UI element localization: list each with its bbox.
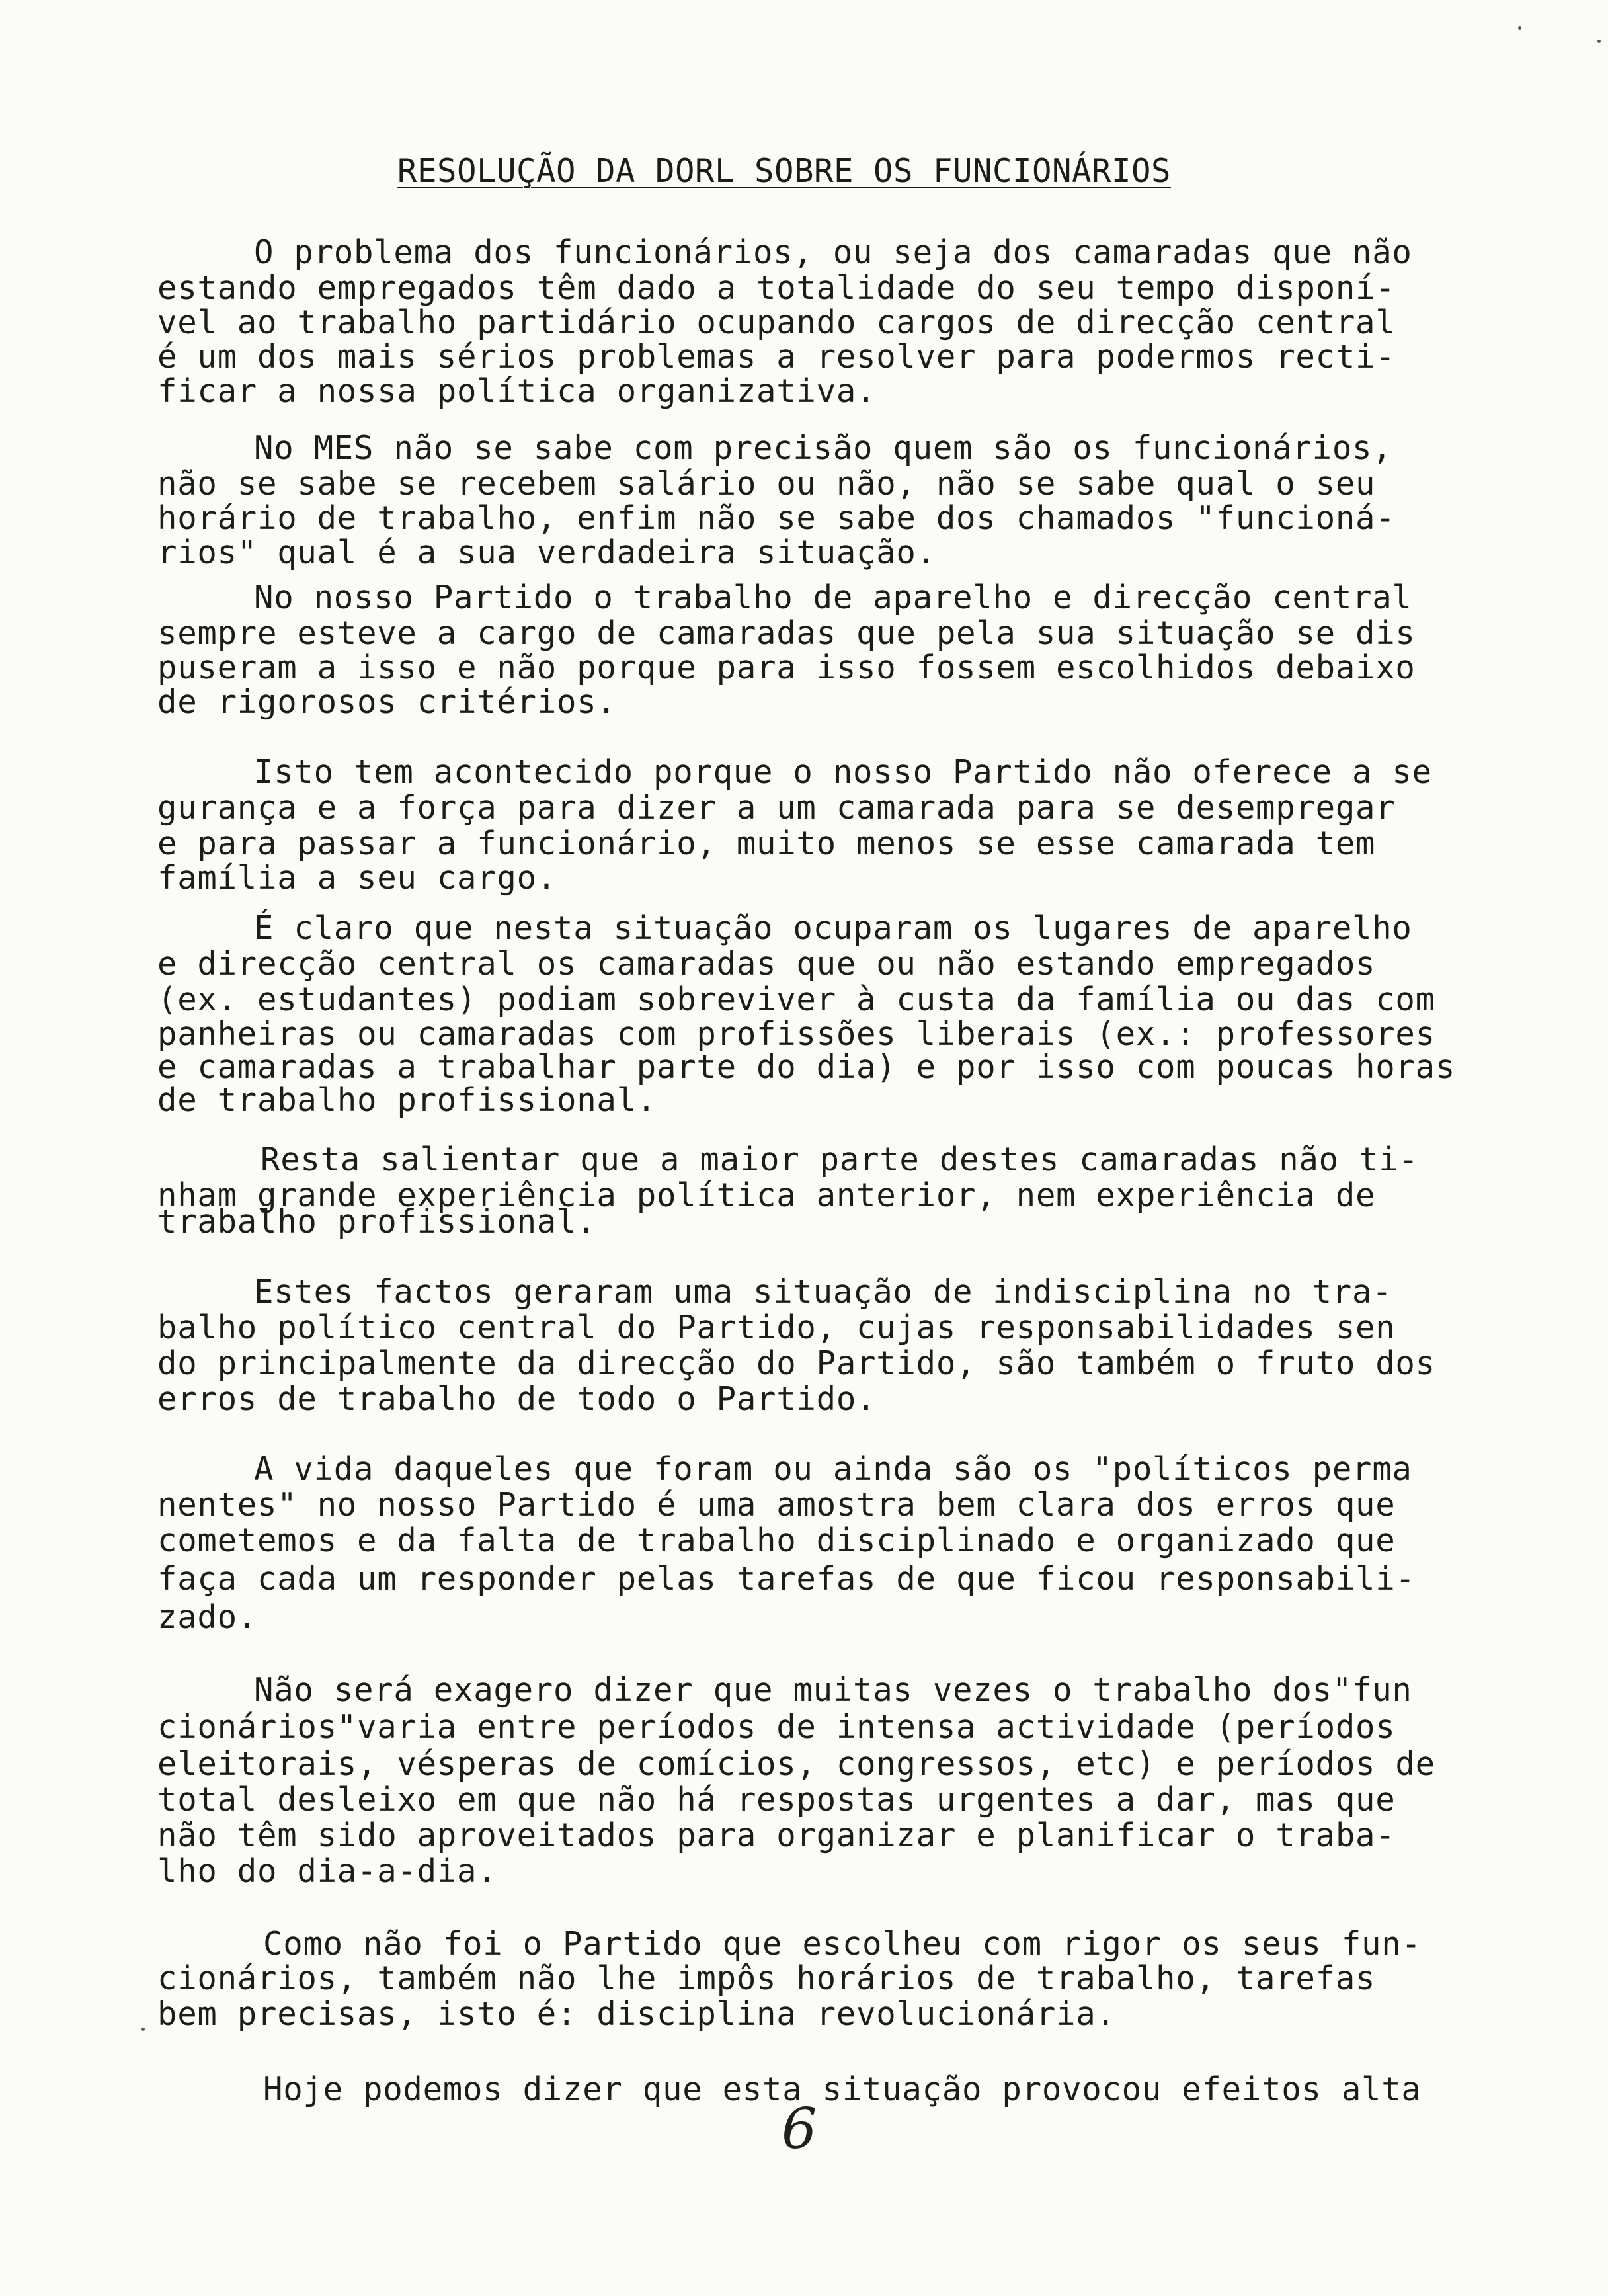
text-line: eleitorais, vésperas de comícios, congressos, etc) e períodos de <box>157 1745 1435 1783</box>
text-line: família a seu cargo. <box>157 859 557 897</box>
text-line: No MES não se sabe com precisão quem são os funcionários, <box>254 429 1392 467</box>
text-line: horário de trabalho, enfim não se sabe dos chamados "funcioná- <box>157 499 1396 537</box>
text-line: erros de trabalho de todo o Partido. <box>157 1380 877 1418</box>
text-line: é um dos mais sérios problemas a resolver para podermos recti- <box>157 338 1396 376</box>
text-line: Não será exagero dizer que muitas vezes o trabalho dos"fun <box>254 1671 1412 1709</box>
document-title: RESOLUÇÃO DA DORL SOBRE OS FUNCIONÁRIOS <box>397 152 1172 190</box>
text-line: bem precisas, isto é: disciplina revolucionária. <box>157 1995 1116 2033</box>
text-line: (ex. estudantes) podiam sobreviver à custa da família ou das com <box>157 981 1435 1018</box>
text-line: sempre esteve a cargo de camaradas que pela sua situação se dis <box>157 614 1416 652</box>
text-line: não têm sido aproveitados para organizar e planificar o traba- <box>157 1817 1396 1854</box>
text-line: Isto tem acontecido porque o nosso Partido não oferece a se <box>254 753 1432 791</box>
scan-speck <box>141 2028 145 2031</box>
scan-speck <box>1518 26 1521 30</box>
text-line: panheiras ou camaradas com profissões liberais (ex.: professores <box>157 1015 1435 1053</box>
text-line: Resta salientar que a maior parte destes camaradas não ti- <box>261 1141 1419 1178</box>
text-line: rios" qual é a sua verdadeira situação. <box>157 534 936 571</box>
text-line: e direcção central os camaradas que ou não estando empregados <box>157 945 1376 983</box>
text-line: Hoje podemos dizer que esta situação provocou efeitos alta <box>263 2070 1422 2108</box>
text-line: do principalmente da direcção do Partido, são também o fruto dos <box>157 1344 1435 1382</box>
text-line: cionários"varia entre períodos de intensa actividade (períodos <box>157 1708 1396 1746</box>
text-line: vel ao trabalho partidário ocupando cargos de direcção central <box>157 304 1396 341</box>
text-line: É claro que nesta situação ocuparam os lugares de aparelho <box>254 909 1412 947</box>
text-line: cionários, também não lhe impôs horários de trabalho, tarefas <box>157 1959 1376 1997</box>
text-line: de trabalho profissional. <box>157 1081 657 1119</box>
scan-speck <box>1597 40 1601 43</box>
text-line: de rigorosos critérios. <box>157 683 617 721</box>
text-line: gurança e a força para dizer a um camarada para se desempregar <box>157 789 1396 827</box>
text-line: e camaradas a trabalhar parte do dia) e por isso com poucas horas <box>157 1048 1456 1086</box>
text-line: No nosso Partido o trabalho de aparelho e direcção central <box>254 579 1412 616</box>
text-line: trabalho profissional. <box>157 1203 597 1241</box>
text-line: O problema dos funcionários, ou seja dos camaradas que não <box>254 233 1412 271</box>
text-line: balho político central do Partido, cujas responsabilidades sen <box>157 1309 1396 1346</box>
text-line: não se sabe se recebem salário ou não, não se sabe qual o seu <box>157 465 1376 503</box>
text-line: A vida daqueles que foram ou ainda são os "políticos perma <box>254 1450 1412 1488</box>
text-line: faça cada um responder pelas tarefas de que ficou responsabili- <box>157 1560 1416 1598</box>
text-line: zado. <box>157 1598 258 1636</box>
text-line: puseram a isso e não porque para isso fossem escolhidos debaixo <box>157 649 1416 686</box>
page-number: 6 <box>782 2096 817 2161</box>
text-line: cometemos e da falta de trabalho disciplinado e organizado que <box>157 1522 1396 1559</box>
text-line: ficar a nossa política organizativa. <box>157 372 877 410</box>
text-line: nham grande experiência política anterior, nem experiência de <box>157 1176 1376 1214</box>
text-line: total desleixo em que não há respostas urgentes a dar, mas que <box>157 1781 1396 1819</box>
text-line: Estes factos geraram uma situação de indisciplina no tra- <box>254 1273 1392 1311</box>
text-line: e para passar a funcionário, muito menos se esse camarada tem <box>157 825 1376 862</box>
text-line: nentes" no nosso Partido é uma amostra bem clara dos erros que <box>157 1486 1396 1524</box>
text-line: Como não foi o Partido que escolheu com rigor os seus fun- <box>263 1925 1422 1963</box>
text-line: estando empregados têm dado a totalidade do seu tempo disponí- <box>157 269 1396 307</box>
text-line: lho do dia-a-dia. <box>157 1852 497 1890</box>
